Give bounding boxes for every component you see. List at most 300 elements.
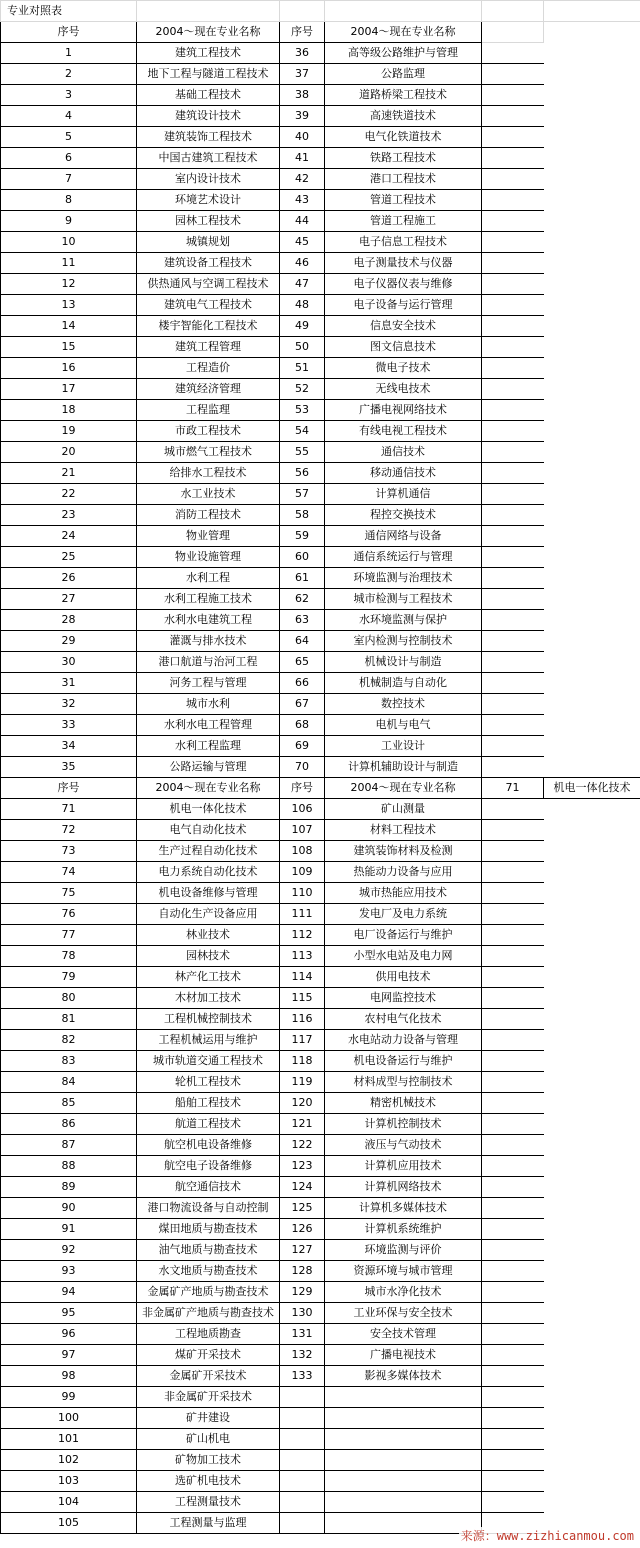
seq-cell[interactable]: 29: [1, 631, 137, 652]
seq-cell[interactable]: 79: [1, 967, 137, 988]
seq-cell[interactable]: 84: [1, 1072, 137, 1093]
major-name-cell[interactable]: 煤田地质与勘查技术: [137, 1219, 280, 1240]
empty-cell[interactable]: [482, 484, 544, 505]
empty-cell[interactable]: [544, 190, 640, 211]
major-name-cell[interactable]: 建筑装饰工程技术: [137, 127, 280, 148]
seq-cell[interactable]: 80: [1, 988, 137, 1009]
seq-cell[interactable]: 30: [1, 652, 137, 673]
major-name-cell[interactable]: [325, 1387, 482, 1408]
major-name-cell[interactable]: 消防工程技术: [137, 505, 280, 526]
seq-cell[interactable]: 132: [280, 1345, 325, 1366]
major-name-cell[interactable]: 楼宇智能化工程技术: [137, 316, 280, 337]
empty-cell[interactable]: [280, 1, 325, 22]
empty-cell[interactable]: [482, 169, 544, 190]
seq-cell[interactable]: 23: [1, 505, 137, 526]
empty-cell[interactable]: [482, 1366, 544, 1387]
major-name-cell[interactable]: 建筑工程技术: [137, 43, 280, 64]
seq-cell[interactable]: 109: [280, 862, 325, 883]
empty-cell[interactable]: [544, 1387, 640, 1408]
seq-cell[interactable]: 41: [280, 148, 325, 169]
major-name-cell[interactable]: 室内设计技术: [137, 169, 280, 190]
seq-cell[interactable]: 36: [280, 43, 325, 64]
empty-cell[interactable]: [544, 673, 640, 694]
major-name-cell[interactable]: 矿井建设: [137, 1408, 280, 1429]
major-name-cell[interactable]: 港口航道与治河工程: [137, 652, 280, 673]
empty-cell[interactable]: [544, 1282, 640, 1303]
major-name-cell[interactable]: [325, 1471, 482, 1492]
seq-cell[interactable]: 126: [280, 1219, 325, 1240]
seq-cell[interactable]: 63: [280, 610, 325, 631]
empty-cell[interactable]: [482, 211, 544, 232]
major-name-cell[interactable]: 有线电视工程技术: [325, 421, 482, 442]
major-name-cell[interactable]: 供热通风与空调工程技术: [137, 274, 280, 295]
major-name-cell[interactable]: 信息安全技术: [325, 316, 482, 337]
empty-cell[interactable]: [544, 946, 640, 967]
seq-cell[interactable]: 93: [1, 1261, 137, 1282]
empty-cell[interactable]: [544, 1345, 640, 1366]
seq-cell[interactable]: 87: [1, 1135, 137, 1156]
major-name-cell[interactable]: 通信技术: [325, 442, 482, 463]
seq-cell[interactable]: 11: [1, 253, 137, 274]
seq-cell[interactable]: 48: [280, 295, 325, 316]
seq-cell[interactable]: 40: [280, 127, 325, 148]
empty-cell[interactable]: [544, 316, 640, 337]
empty-cell[interactable]: [482, 421, 544, 442]
empty-cell[interactable]: [482, 820, 544, 841]
major-name-cell[interactable]: 园林技术: [137, 946, 280, 967]
seq-cell[interactable]: 74: [1, 862, 137, 883]
empty-cell[interactable]: [482, 652, 544, 673]
major-name-cell[interactable]: [325, 1408, 482, 1429]
empty-cell[interactable]: [482, 64, 544, 85]
major-name-cell[interactable]: 计算机网络技术: [325, 1177, 482, 1198]
empty-cell[interactable]: [482, 127, 544, 148]
major-name-cell[interactable]: 水利工程: [137, 568, 280, 589]
seq-cell[interactable]: 85: [1, 1093, 137, 1114]
empty-cell[interactable]: [544, 547, 640, 568]
major-name-cell[interactable]: 计算机通信: [325, 484, 482, 505]
empty-cell[interactable]: [482, 295, 544, 316]
empty-cell[interactable]: [544, 169, 640, 190]
major-name-cell[interactable]: 环境监测与治理技术: [325, 568, 482, 589]
major-name-cell[interactable]: 矿山机电: [137, 1429, 280, 1450]
seq-cell[interactable]: [280, 1492, 325, 1513]
major-name-cell[interactable]: 计算机多媒体技术: [325, 1198, 482, 1219]
seq-cell[interactable]: [280, 1387, 325, 1408]
empty-cell[interactable]: [482, 547, 544, 568]
seq-cell[interactable]: 56: [280, 463, 325, 484]
empty-cell[interactable]: [544, 631, 640, 652]
seq-cell[interactable]: 100: [1, 1408, 137, 1429]
empty-cell[interactable]: [544, 526, 640, 547]
empty-cell[interactable]: [482, 589, 544, 610]
empty-cell[interactable]: [482, 1345, 544, 1366]
seq-cell[interactable]: 88: [1, 1156, 137, 1177]
seq-cell[interactable]: 101: [1, 1429, 137, 1450]
empty-cell[interactable]: [482, 1114, 544, 1135]
empty-cell[interactable]: [482, 1198, 544, 1219]
major-name-cell[interactable]: 水环境监测与保护: [325, 610, 482, 631]
major-name-cell[interactable]: 建筑电气工程技术: [137, 295, 280, 316]
seq-cell[interactable]: 55: [280, 442, 325, 463]
empty-cell[interactable]: [482, 904, 544, 925]
seq-cell[interactable]: 62: [280, 589, 325, 610]
major-name-cell[interactable]: 影视多媒体技术: [325, 1366, 482, 1387]
seq-cell[interactable]: 116: [280, 1009, 325, 1030]
major-name-cell[interactable]: 城市燃气工程技术: [137, 442, 280, 463]
empty-cell[interactable]: [544, 463, 640, 484]
empty-cell[interactable]: [482, 883, 544, 904]
empty-cell[interactable]: [482, 1471, 544, 1492]
seq-cell[interactable]: [280, 1450, 325, 1471]
empty-cell[interactable]: [544, 1219, 640, 1240]
seq-cell[interactable]: 8: [1, 190, 137, 211]
header-name[interactable]: 2004～现在专业名称: [325, 22, 482, 43]
seq-cell[interactable]: 119: [280, 1072, 325, 1093]
empty-cell[interactable]: [482, 1051, 544, 1072]
empty-cell[interactable]: [482, 988, 544, 1009]
header-seq[interactable]: 序号: [280, 778, 325, 799]
major-name-cell[interactable]: 环境监测与评价: [325, 1240, 482, 1261]
seq-cell[interactable]: 31: [1, 673, 137, 694]
seq-cell[interactable]: 45: [280, 232, 325, 253]
seq-cell[interactable]: 75: [1, 883, 137, 904]
empty-cell[interactable]: [482, 1492, 544, 1513]
empty-cell[interactable]: [544, 442, 640, 463]
empty-cell[interactable]: [544, 484, 640, 505]
empty-cell[interactable]: [544, 820, 640, 841]
seq-cell[interactable]: 76: [1, 904, 137, 925]
empty-cell[interactable]: [482, 757, 544, 778]
major-name-cell[interactable]: 数控技术: [325, 694, 482, 715]
seq-cell[interactable]: 16: [1, 358, 137, 379]
extra-seq-cell[interactable]: 71: [482, 778, 544, 799]
empty-cell[interactable]: [482, 1009, 544, 1030]
empty-cell[interactable]: [544, 1135, 640, 1156]
major-name-cell[interactable]: 供用电技术: [325, 967, 482, 988]
seq-cell[interactable]: 103: [1, 1471, 137, 1492]
empty-cell[interactable]: [482, 1387, 544, 1408]
major-name-cell[interactable]: 管道工程施工: [325, 211, 482, 232]
major-name-cell[interactable]: 给排水工程技术: [137, 463, 280, 484]
seq-cell[interactable]: 24: [1, 526, 137, 547]
major-name-cell[interactable]: 室内检测与控制技术: [325, 631, 482, 652]
empty-cell[interactable]: [544, 337, 640, 358]
seq-cell[interactable]: 4: [1, 106, 137, 127]
seq-cell[interactable]: 112: [280, 925, 325, 946]
seq-cell[interactable]: 125: [280, 1198, 325, 1219]
major-name-cell[interactable]: 轮机工程技术: [137, 1072, 280, 1093]
major-name-cell[interactable]: 水电站动力设备与管理: [325, 1030, 482, 1051]
empty-cell[interactable]: [482, 1240, 544, 1261]
seq-cell[interactable]: 7: [1, 169, 137, 190]
empty-cell[interactable]: [482, 1156, 544, 1177]
major-name-cell[interactable]: 金属矿开采技术: [137, 1366, 280, 1387]
major-name-cell[interactable]: 矿山测量: [325, 799, 482, 820]
major-name-cell[interactable]: 机电设备维修与管理: [137, 883, 280, 904]
seq-cell[interactable]: 102: [1, 1450, 137, 1471]
seq-cell[interactable]: 15: [1, 337, 137, 358]
major-name-cell[interactable]: 物业管理: [137, 526, 280, 547]
major-name-cell[interactable]: 电子测量技术与仪器: [325, 253, 482, 274]
empty-cell[interactable]: [544, 400, 640, 421]
major-name-cell[interactable]: 电子设备与运行管理: [325, 295, 482, 316]
major-name-cell[interactable]: 木材加工技术: [137, 988, 280, 1009]
major-name-cell[interactable]: 航道工程技术: [137, 1114, 280, 1135]
empty-cell[interactable]: [544, 694, 640, 715]
empty-cell[interactable]: [482, 715, 544, 736]
empty-cell[interactable]: [544, 43, 640, 64]
seq-cell[interactable]: 99: [1, 1387, 137, 1408]
major-name-cell[interactable]: 工程地质勘查: [137, 1324, 280, 1345]
major-name-cell[interactable]: 水利水电工程管理: [137, 715, 280, 736]
seq-cell[interactable]: 27: [1, 589, 137, 610]
empty-cell[interactable]: [482, 85, 544, 106]
seq-cell[interactable]: 117: [280, 1030, 325, 1051]
empty-cell[interactable]: [482, 274, 544, 295]
major-name-cell[interactable]: 通信网络与设备: [325, 526, 482, 547]
empty-cell[interactable]: [544, 1177, 640, 1198]
seq-cell[interactable]: 21: [1, 463, 137, 484]
seq-cell[interactable]: 57: [280, 484, 325, 505]
major-name-cell[interactable]: 计算机应用技术: [325, 1156, 482, 1177]
empty-cell[interactable]: [544, 1471, 640, 1492]
seq-cell[interactable]: 69: [280, 736, 325, 757]
seq-cell[interactable]: 19: [1, 421, 137, 442]
empty-cell[interactable]: [482, 946, 544, 967]
empty-cell[interactable]: [544, 1450, 640, 1471]
header-name[interactable]: 2004～现在专业名称: [137, 22, 280, 43]
seq-cell[interactable]: 94: [1, 1282, 137, 1303]
major-name-cell[interactable]: 港口物流设备与自动控制: [137, 1198, 280, 1219]
empty-cell[interactable]: [544, 1261, 640, 1282]
empty-cell[interactable]: [544, 148, 640, 169]
empty-cell[interactable]: [482, 1324, 544, 1345]
major-name-cell[interactable]: 计算机系统维护: [325, 1219, 482, 1240]
major-name-cell[interactable]: 机电设备运行与维护: [325, 1051, 482, 1072]
major-name-cell[interactable]: [325, 1429, 482, 1450]
seq-cell[interactable]: 105: [1, 1513, 137, 1534]
empty-cell[interactable]: [137, 1, 280, 22]
empty-cell[interactable]: [544, 1408, 640, 1429]
seq-cell[interactable]: 35: [1, 757, 137, 778]
empty-cell[interactable]: [544, 295, 640, 316]
major-name-cell[interactable]: [325, 1450, 482, 1471]
seq-cell[interactable]: 91: [1, 1219, 137, 1240]
major-name-cell[interactable]: 城市检测与工程技术: [325, 589, 482, 610]
empty-cell[interactable]: [544, 22, 640, 43]
major-name-cell[interactable]: 道路桥梁工程技术: [325, 85, 482, 106]
major-name-cell[interactable]: 发电厂及电力系统: [325, 904, 482, 925]
seq-cell[interactable]: 96: [1, 1324, 137, 1345]
seq-cell[interactable]: 5: [1, 127, 137, 148]
empty-cell[interactable]: [482, 1219, 544, 1240]
seq-cell[interactable]: 115: [280, 988, 325, 1009]
seq-cell[interactable]: 123: [280, 1156, 325, 1177]
header-name[interactable]: 2004～现在专业名称: [137, 778, 280, 799]
sheet-title[interactable]: 专业对照表: [1, 1, 137, 22]
seq-cell[interactable]: 92: [1, 1240, 137, 1261]
empty-cell[interactable]: [482, 673, 544, 694]
seq-cell[interactable]: 13: [1, 295, 137, 316]
seq-cell[interactable]: 20: [1, 442, 137, 463]
empty-cell[interactable]: [482, 253, 544, 274]
seq-cell[interactable]: 65: [280, 652, 325, 673]
major-name-cell[interactable]: 电子仪器仪表与维修: [325, 274, 482, 295]
empty-cell[interactable]: [544, 211, 640, 232]
major-name-cell[interactable]: 中国古建筑工程技术: [137, 148, 280, 169]
empty-cell[interactable]: [482, 400, 544, 421]
seq-cell[interactable]: 111: [280, 904, 325, 925]
seq-cell[interactable]: 34: [1, 736, 137, 757]
empty-cell[interactable]: [482, 862, 544, 883]
seq-cell[interactable]: 18: [1, 400, 137, 421]
empty-cell[interactable]: [544, 757, 640, 778]
seq-cell[interactable]: 12: [1, 274, 137, 295]
empty-cell[interactable]: [482, 379, 544, 400]
seq-cell[interactable]: 71: [1, 799, 137, 820]
empty-cell[interactable]: [482, 232, 544, 253]
seq-cell[interactable]: 43: [280, 190, 325, 211]
header-seq[interactable]: 序号: [1, 778, 137, 799]
seq-cell[interactable]: 110: [280, 883, 325, 904]
major-name-cell[interactable]: 林产化工技术: [137, 967, 280, 988]
empty-cell[interactable]: [544, 1009, 640, 1030]
major-name-cell[interactable]: 油气地质与勘查技术: [137, 1240, 280, 1261]
seq-cell[interactable]: 121: [280, 1114, 325, 1135]
major-name-cell[interactable]: 农村电气化技术: [325, 1009, 482, 1030]
seq-cell[interactable]: 64: [280, 631, 325, 652]
empty-cell[interactable]: [482, 337, 544, 358]
empty-cell[interactable]: [544, 1198, 640, 1219]
seq-cell[interactable]: 68: [280, 715, 325, 736]
major-name-cell[interactable]: 电厂设备运行与维护: [325, 925, 482, 946]
empty-cell[interactable]: [325, 1, 482, 22]
seq-cell[interactable]: 25: [1, 547, 137, 568]
seq-cell[interactable]: 90: [1, 1198, 137, 1219]
empty-cell[interactable]: [482, 694, 544, 715]
major-name-cell[interactable]: 城镇规划: [137, 232, 280, 253]
major-name-cell[interactable]: 生产过程自动化技术: [137, 841, 280, 862]
major-name-cell[interactable]: 电网监控技术: [325, 988, 482, 1009]
header-seq[interactable]: 序号: [1, 22, 137, 43]
empty-cell[interactable]: [544, 841, 640, 862]
seq-cell[interactable]: 108: [280, 841, 325, 862]
seq-cell[interactable]: 50: [280, 337, 325, 358]
major-name-cell[interactable]: 工程造价: [137, 358, 280, 379]
major-name-cell[interactable]: 广播电视技术: [325, 1345, 482, 1366]
empty-cell[interactable]: [544, 421, 640, 442]
major-name-cell[interactable]: 建筑工程管理: [137, 337, 280, 358]
major-name-cell[interactable]: 水利工程施工技术: [137, 589, 280, 610]
empty-cell[interactable]: [544, 1072, 640, 1093]
seq-cell[interactable]: 122: [280, 1135, 325, 1156]
seq-cell[interactable]: 81: [1, 1009, 137, 1030]
major-name-cell[interactable]: 铁路工程技术: [325, 148, 482, 169]
seq-cell[interactable]: 133: [280, 1366, 325, 1387]
seq-cell[interactable]: 78: [1, 946, 137, 967]
seq-cell[interactable]: 53: [280, 400, 325, 421]
empty-cell[interactable]: [482, 463, 544, 484]
major-name-cell[interactable]: 建筑设计技术: [137, 106, 280, 127]
seq-cell[interactable]: 106: [280, 799, 325, 820]
empty-cell[interactable]: [544, 253, 640, 274]
major-name-cell[interactable]: 通信系统运行与管理: [325, 547, 482, 568]
empty-cell[interactable]: [482, 22, 544, 43]
empty-cell[interactable]: [482, 799, 544, 820]
major-name-cell[interactable]: 电机与电气: [325, 715, 482, 736]
seq-cell[interactable]: 131: [280, 1324, 325, 1345]
major-name-cell[interactable]: 工程测量与监理: [137, 1513, 280, 1534]
major-name-cell[interactable]: 航空电子设备维修: [137, 1156, 280, 1177]
seq-cell[interactable]: 49: [280, 316, 325, 337]
major-name-cell[interactable]: [325, 1492, 482, 1513]
seq-cell[interactable]: 46: [280, 253, 325, 274]
empty-cell[interactable]: [544, 505, 640, 526]
empty-cell[interactable]: [544, 85, 640, 106]
empty-cell[interactable]: [482, 1177, 544, 1198]
empty-cell[interactable]: [544, 1114, 640, 1135]
empty-cell[interactable]: [544, 862, 640, 883]
empty-cell[interactable]: [482, 505, 544, 526]
major-name-cell[interactable]: 高速铁道技术: [325, 106, 482, 127]
seq-cell[interactable]: 60: [280, 547, 325, 568]
empty-cell[interactable]: [482, 1072, 544, 1093]
empty-cell[interactable]: [482, 1030, 544, 1051]
major-name-cell[interactable]: 电子信息工程技术: [325, 232, 482, 253]
empty-cell[interactable]: [544, 1429, 640, 1450]
seq-cell[interactable]: 51: [280, 358, 325, 379]
empty-cell[interactable]: [544, 988, 640, 1009]
empty-cell[interactable]: [544, 358, 640, 379]
empty-cell[interactable]: [482, 190, 544, 211]
major-name-cell[interactable]: 图文信息技术: [325, 337, 482, 358]
major-name-cell[interactable]: 基础工程技术: [137, 85, 280, 106]
seq-cell[interactable]: 37: [280, 64, 325, 85]
seq-cell[interactable]: 47: [280, 274, 325, 295]
empty-cell[interactable]: [482, 1450, 544, 1471]
empty-cell[interactable]: [544, 1240, 640, 1261]
empty-cell[interactable]: [482, 568, 544, 589]
major-name-cell[interactable]: 船舶工程技术: [137, 1093, 280, 1114]
major-name-cell[interactable]: 材料工程技术: [325, 820, 482, 841]
seq-cell[interactable]: 98: [1, 1366, 137, 1387]
seq-cell[interactable]: [280, 1471, 325, 1492]
seq-cell[interactable]: 118: [280, 1051, 325, 1072]
seq-cell[interactable]: 70: [280, 757, 325, 778]
major-name-cell[interactable]: 环境艺术设计: [137, 190, 280, 211]
empty-cell[interactable]: [544, 610, 640, 631]
major-name-cell[interactable]: 选矿机电技术: [137, 1471, 280, 1492]
major-name-cell[interactable]: 材料成型与控制技术: [325, 1072, 482, 1093]
major-name-cell[interactable]: 水利工程监理: [137, 736, 280, 757]
major-name-cell[interactable]: 灌溉与排水技术: [137, 631, 280, 652]
header-name[interactable]: 2004～现在专业名称: [325, 778, 482, 799]
major-name-cell[interactable]: 建筑设备工程技术: [137, 253, 280, 274]
empty-cell[interactable]: [482, 148, 544, 169]
major-name-cell[interactable]: 工程机械运用与维护: [137, 1030, 280, 1051]
empty-cell[interactable]: [544, 1366, 640, 1387]
empty-cell[interactable]: [482, 736, 544, 757]
major-name-cell[interactable]: 航空通信技术: [137, 1177, 280, 1198]
major-name-cell[interactable]: 计算机辅助设计与制造: [325, 757, 482, 778]
seq-cell[interactable]: 130: [280, 1303, 325, 1324]
empty-cell[interactable]: [482, 106, 544, 127]
major-name-cell[interactable]: 工程监理: [137, 400, 280, 421]
major-name-cell[interactable]: 城市水净化技术: [325, 1282, 482, 1303]
major-name-cell[interactable]: 微电子技术: [325, 358, 482, 379]
seq-cell[interactable]: 89: [1, 1177, 137, 1198]
